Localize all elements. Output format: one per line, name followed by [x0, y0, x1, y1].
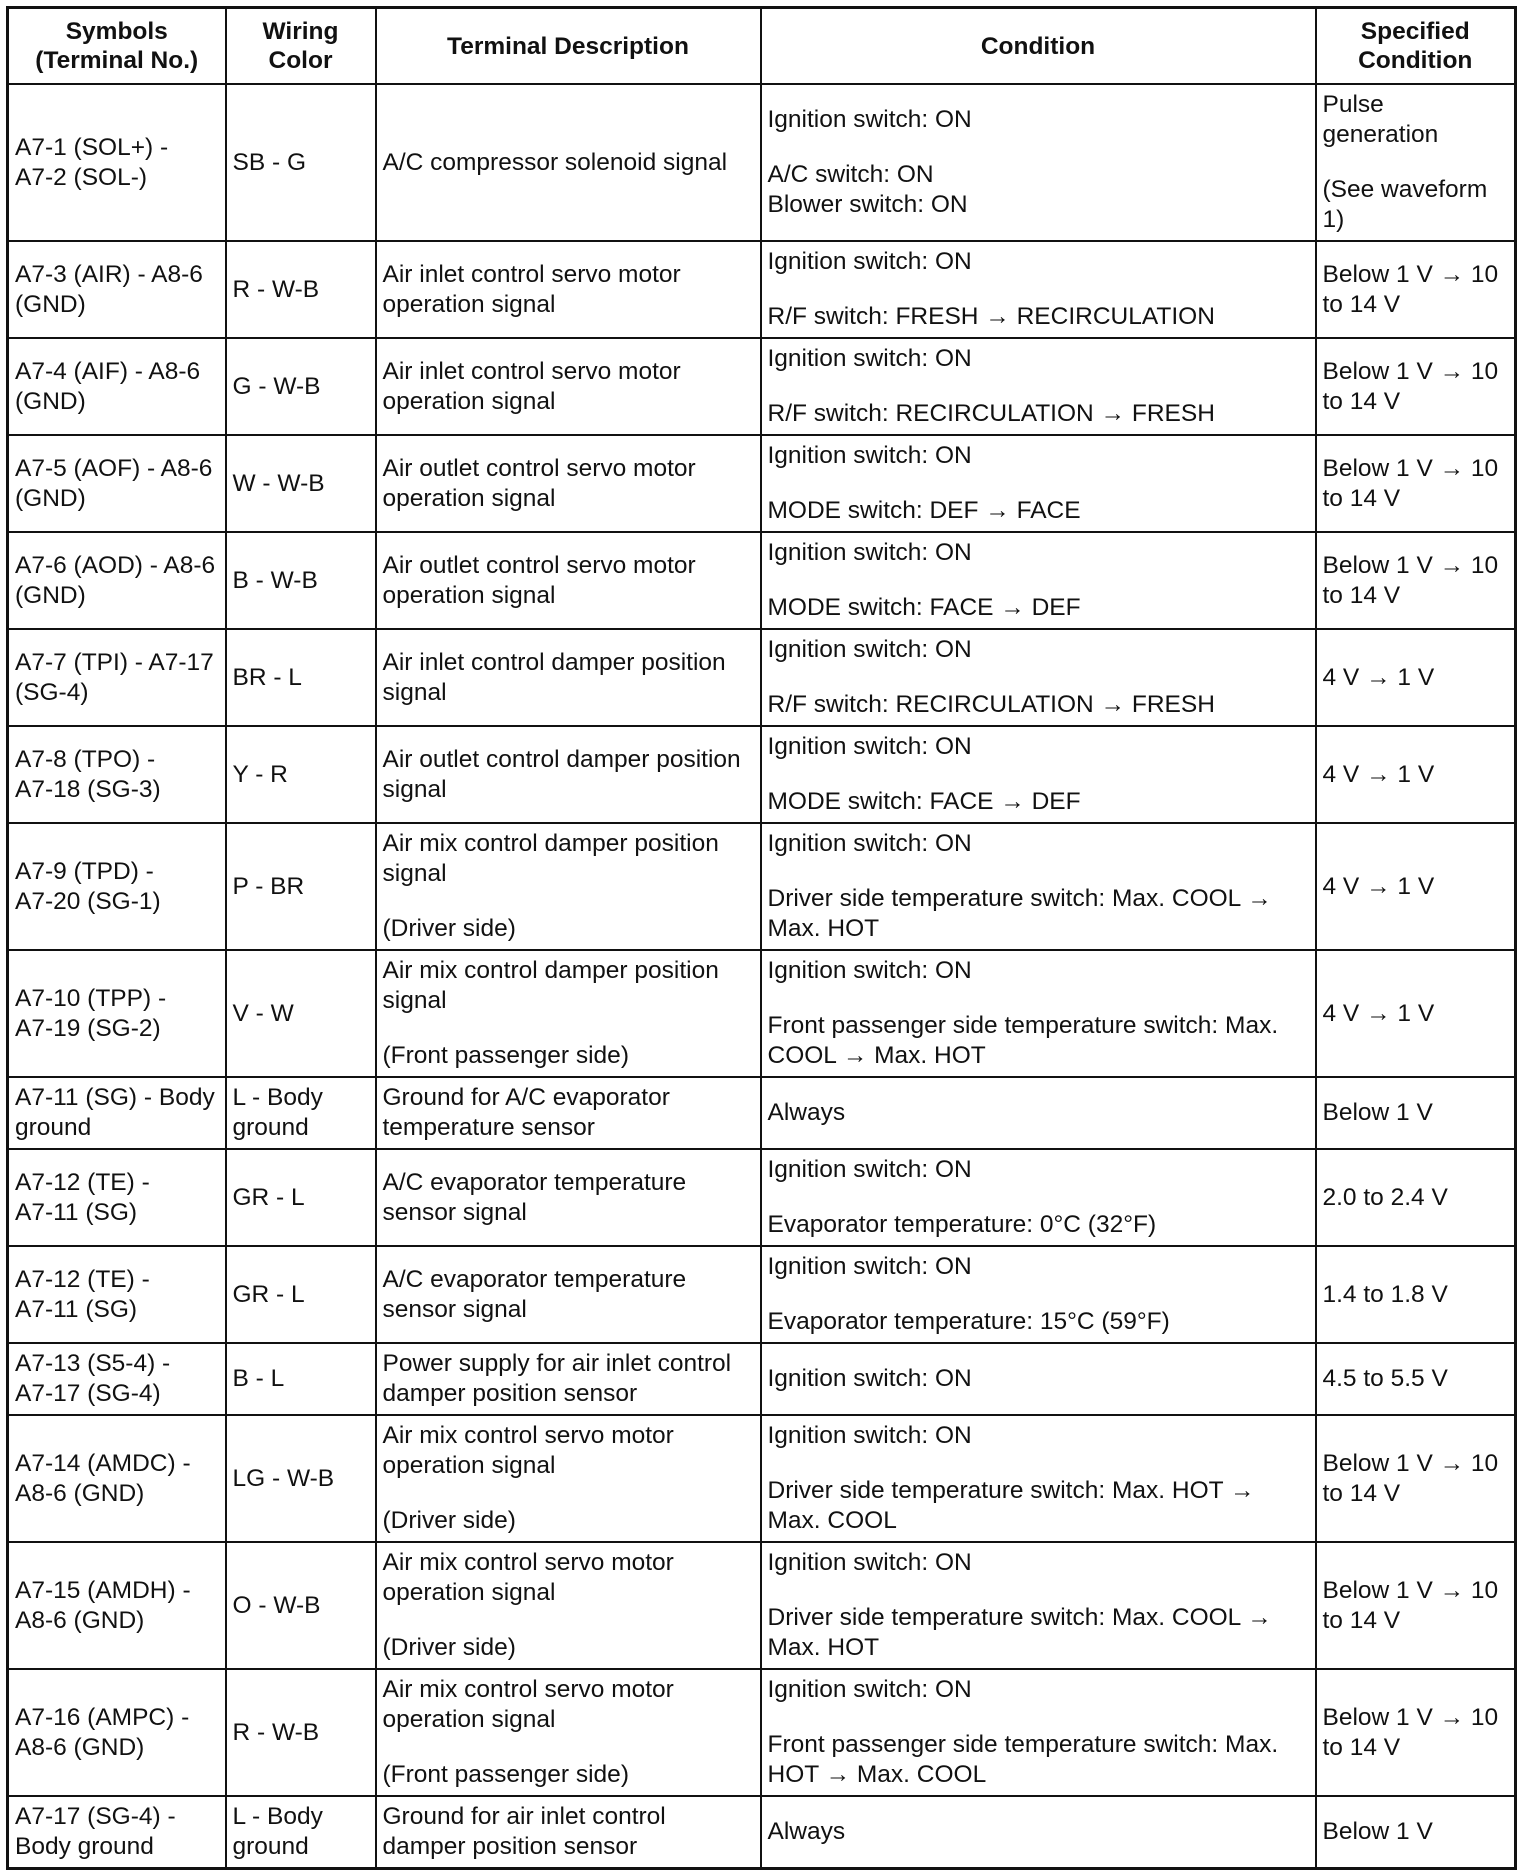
cell-condition-line: COOL → Max. HOT — [767, 1042, 986, 1069]
cell-wiring-color-line: B - W-B — [232, 566, 318, 594]
terminal-table-container — [6, 6, 1517, 1870]
cell-specified-condition — [1316, 84, 1516, 241]
cell-condition-line: Ignition switch: ON — [767, 636, 972, 663]
cell-description — [376, 84, 761, 241]
table-row — [8, 1077, 1516, 1149]
cell-symbol — [8, 823, 226, 950]
cell-wiring-color — [226, 1796, 376, 1868]
cell-symbol-line: A7-12 (TE) - — [15, 1168, 150, 1196]
cell-symbol-line: A7-8 (TPO) - — [15, 745, 156, 773]
cell-wiring-color — [226, 435, 376, 532]
cell-condition-line: Ignition switch: ON — [767, 1422, 972, 1449]
cell-specified-condition-line: 1.4 to 1.8 V — [1322, 1280, 1448, 1308]
cell-symbol — [8, 1796, 226, 1868]
cell-symbol — [8, 1077, 226, 1149]
cell-specified-condition-line: to 14 V — [1322, 387, 1401, 415]
cell-condition — [761, 1796, 1316, 1868]
cell-condition-line: Always — [767, 1099, 846, 1126]
cell-specified-condition-line: Below 1 V — [1322, 1099, 1433, 1126]
cell-specified-condition — [1316, 1669, 1516, 1796]
cell-description — [376, 1246, 761, 1343]
cell-condition-line: Ignition switch: ON — [767, 830, 972, 857]
cell-wiring-color — [226, 629, 376, 726]
cell-wiring-color — [226, 84, 376, 241]
cell-condition — [761, 84, 1316, 241]
cell-wiring-color — [226, 1077, 376, 1149]
cell-symbol-line: A7-6 (AOD) - A8-6 — [15, 551, 216, 579]
cell-symbol-line: A7-11 (SG) — [15, 1198, 138, 1226]
cell-specified-condition-line: generation — [1322, 121, 1439, 148]
cell-description-line: (Driver side) — [382, 915, 516, 942]
cell-description-line: Air outlet control damper position — [382, 745, 741, 773]
cell-condition-line: Evaporator temperature: 0°C (32°F) — [767, 1211, 1157, 1238]
cell-condition — [761, 726, 1316, 823]
cell-wiring-color — [226, 532, 376, 629]
cell-wiring-color — [226, 1542, 376, 1669]
cell-symbol — [8, 629, 226, 726]
cell-symbol — [8, 84, 226, 241]
cell-description-line: Air outlet control servo motor — [382, 454, 696, 482]
cell-symbol-line: (GND) — [15, 387, 86, 415]
cell-description-line: Air mix control servo motor — [382, 1676, 674, 1703]
cell-description-line: Air inlet control servo motor — [382, 260, 681, 288]
cell-specified-condition-line: Below 1 V → 10 — [1322, 1703, 1499, 1731]
cell-wiring-color-line: P - BR — [232, 872, 305, 900]
cell-condition — [761, 1415, 1316, 1542]
table-row — [8, 823, 1516, 950]
cell-specified-condition-line: 1) — [1322, 206, 1345, 233]
cell-symbol — [8, 532, 226, 629]
table-row — [8, 532, 1516, 629]
cell-symbol-line: A7-2 (SOL-) — [15, 163, 148, 191]
cell-wiring-color-line: SB - G — [232, 148, 307, 176]
cell-condition-line: Ignition switch: ON — [767, 539, 972, 566]
cell-description-line: operation signal — [382, 484, 556, 512]
cell-specified-condition — [1316, 1796, 1516, 1868]
cell-description-line: Air outlet control servo motor — [382, 551, 696, 579]
table-row — [8, 1669, 1516, 1796]
cell-specified-condition-line: Below 1 V → 10 — [1322, 1449, 1499, 1477]
cell-symbol-line: A7-4 (AIF) - A8-6 — [15, 357, 201, 385]
cell-description-line: A/C compressor solenoid signal — [382, 148, 728, 176]
cell-symbol-line: A7-15 (AMDH) - — [15, 1576, 191, 1604]
cell-wiring-color-line: R - W-B — [232, 1718, 320, 1746]
cell-symbol-line: A7-11 (SG) - Body — [15, 1084, 215, 1111]
cell-condition-line: R/F switch: RECIRCULATION → FRESH — [767, 400, 1215, 427]
cell-symbol — [8, 241, 226, 338]
cell-condition-line: Front passenger side temperature switch: Max. — [767, 1012, 1279, 1039]
cell-wiring-color-line: O - W-B — [232, 1591, 321, 1619]
cell-wiring-color-line: R - W-B — [232, 275, 320, 303]
cell-wiring-color — [226, 950, 376, 1077]
cell-description-line: operation signal — [382, 1579, 556, 1606]
cell-wiring-color-line: ground — [232, 1114, 309, 1141]
cell-description-line: A/C evaporator temperature — [382, 1265, 687, 1293]
cell-symbol — [8, 1415, 226, 1542]
cell-symbol-line: A7-3 (AIR) - A8-6 — [15, 260, 203, 288]
cell-symbol-line: A8-6 (GND) — [15, 1733, 145, 1761]
cell-description-line: Air mix control damper position — [382, 830, 719, 857]
cell-wiring-color — [226, 1669, 376, 1796]
cell-specified-condition-line: 4 V → 1 V — [1322, 872, 1435, 900]
cell-wiring-color-line: W - W-B — [232, 469, 325, 497]
header-condition: Condition — [761, 8, 1316, 85]
cell-wiring-color-line: V - W — [232, 999, 294, 1027]
cell-description — [376, 1542, 761, 1669]
cell-description-line: A/C evaporator temperature — [382, 1168, 687, 1196]
cell-symbol-line: A7-12 (TE) - — [15, 1265, 150, 1293]
table-body — [8, 84, 1516, 1868]
cell-condition-line: Ignition switch: ON — [767, 733, 972, 760]
cell-symbol-line: A7-1 (SOL+) - — [15, 133, 169, 161]
cell-condition-line: Ignition switch: ON — [767, 106, 972, 133]
cell-specified-condition-line: Below 1 V → 10 — [1322, 260, 1499, 288]
cell-specified-condition — [1316, 1415, 1516, 1542]
cell-wiring-color — [226, 1149, 376, 1246]
cell-wiring-color-line: GR - L — [232, 1280, 305, 1308]
cell-wiring-color — [226, 1246, 376, 1343]
cell-condition-line: Ignition switch: ON — [767, 1676, 972, 1703]
cell-condition-line: Ignition switch: ON — [767, 248, 972, 275]
cell-condition-line: Driver side temperature switch: Max. COOL → — [767, 1604, 1272, 1631]
cell-condition-line: Max. HOT — [767, 1634, 880, 1661]
cell-symbol-line: ground — [15, 1114, 92, 1141]
header-specified-condition: Specified Condition — [1316, 8, 1516, 85]
cell-description-line: operation signal — [382, 1452, 556, 1479]
table-row — [8, 1343, 1516, 1415]
cell-wiring-color — [226, 1343, 376, 1415]
cell-symbol — [8, 1542, 226, 1669]
cell-condition — [761, 435, 1316, 532]
cell-condition — [761, 950, 1316, 1077]
cell-symbol-line: A7-18 (SG-3) — [15, 775, 161, 803]
cell-specified-condition-line: to 14 V — [1322, 1733, 1401, 1761]
cell-description-line: operation signal — [382, 290, 556, 318]
cell-description — [376, 950, 761, 1077]
cell-symbol-line: A7-19 (SG-2) — [15, 1014, 161, 1042]
cell-condition-line: Ignition switch: ON — [767, 957, 972, 984]
cell-specified-condition — [1316, 823, 1516, 950]
cell-description — [376, 532, 761, 629]
cell-specified-condition-line: Below 1 V → 10 — [1322, 551, 1499, 579]
cell-specified-condition-line: 4.5 to 5.5 V — [1322, 1365, 1448, 1392]
cell-symbol — [8, 726, 226, 823]
cell-specified-condition-line: Below 1 V → 10 — [1322, 1576, 1499, 1604]
cell-description-line: signal — [382, 860, 447, 887]
cell-condition — [761, 1669, 1316, 1796]
table-row — [8, 435, 1516, 532]
cell-description-line: operation signal — [382, 581, 556, 609]
cell-specified-condition-line: Below 1 V → 10 — [1322, 357, 1499, 385]
cell-description — [376, 1796, 761, 1868]
cell-specified-condition-line: (See waveform — [1322, 176, 1488, 203]
table-row — [8, 1246, 1516, 1343]
cell-wiring-color-line: G - W-B — [232, 372, 321, 400]
cell-condition-line: Ignition switch: ON — [767, 1365, 972, 1392]
cell-description — [376, 338, 761, 435]
cell-description-line: signal — [382, 775, 447, 803]
cell-condition-line: Ignition switch: ON — [767, 1156, 972, 1183]
cell-symbol-line: A7-7 (TPI) - A7-17 — [15, 648, 214, 676]
cell-symbol-line: A7-16 (AMPC) - — [15, 1703, 190, 1731]
cell-symbol-line: (GND) — [15, 290, 86, 318]
table-row — [8, 241, 1516, 338]
cell-description — [376, 629, 761, 726]
cell-condition — [761, 629, 1316, 726]
cell-wiring-color-line: L - Body — [232, 1802, 323, 1830]
cell-condition-line: R/F switch: RECIRCULATION → FRESH — [767, 691, 1215, 718]
cell-condition — [761, 1343, 1316, 1415]
cell-wiring-color-line: ground — [232, 1832, 309, 1860]
cell-wiring-color-line: GR - L — [232, 1183, 305, 1211]
cell-description-line: damper position sensor — [382, 1380, 638, 1407]
cell-description-line: Air inlet control servo motor — [382, 357, 681, 385]
cell-symbol-line: (GND) — [15, 581, 86, 609]
cell-condition-line: MODE switch: FACE → DEF — [767, 594, 1081, 621]
cell-symbol — [8, 435, 226, 532]
cell-specified-condition — [1316, 726, 1516, 823]
table-row — [8, 629, 1516, 726]
cell-symbol-line: A7-20 (SG-1) — [15, 887, 161, 915]
cell-symbol — [8, 1149, 226, 1246]
cell-description — [376, 1077, 761, 1149]
cell-description-line: Air mix control servo motor — [382, 1549, 674, 1576]
cell-specified-condition-line: Pulse — [1322, 91, 1384, 118]
cell-condition-line: Blower switch: ON — [767, 191, 968, 218]
cell-condition-line: R/F switch: FRESH → RECIRCULATION — [767, 303, 1215, 330]
cell-wiring-color-line: L - Body — [232, 1084, 323, 1111]
table-row — [8, 726, 1516, 823]
table-header-row — [8, 8, 1516, 85]
header-symbols: Symbols (Terminal No.) — [8, 8, 226, 85]
cell-description-line: (Front passenger side) — [382, 1761, 629, 1788]
cell-description-line: damper position sensor — [382, 1832, 638, 1860]
cell-specified-condition-line: Below 1 V → 10 — [1322, 454, 1499, 482]
cell-description — [376, 435, 761, 532]
cell-description-line: (Front passenger side) — [382, 1042, 629, 1069]
cell-description — [376, 241, 761, 338]
cell-symbol-line: A7-13 (S5-4) - — [15, 1350, 171, 1377]
cell-specified-condition — [1316, 1077, 1516, 1149]
cell-description-line: operation signal — [382, 1706, 556, 1733]
cell-symbol-line: A8-6 (GND) — [15, 1479, 145, 1507]
cell-symbol-line: A7-11 (SG) — [15, 1295, 138, 1323]
cell-condition-line: Driver side temperature switch: Max. COOL → — [767, 885, 1272, 912]
cell-description — [376, 1343, 761, 1415]
cell-specified-condition — [1316, 950, 1516, 1077]
cell-specified-condition-line: 2.0 to 2.4 V — [1322, 1183, 1448, 1211]
cell-specified-condition-line: Below 1 V — [1322, 1817, 1433, 1845]
cell-symbol — [8, 338, 226, 435]
cell-symbol-line: A7-5 (AOF) - A8-6 — [15, 454, 213, 482]
cell-condition-line: Ignition switch: ON — [767, 1549, 972, 1576]
table-row — [8, 84, 1516, 241]
cell-symbol — [8, 1343, 226, 1415]
table-row — [8, 950, 1516, 1077]
cell-description-line: Ground for air inlet control — [382, 1802, 666, 1830]
cell-specified-condition — [1316, 629, 1516, 726]
cell-wiring-color — [226, 241, 376, 338]
table-row — [8, 1796, 1516, 1868]
cell-condition — [761, 1149, 1316, 1246]
cell-specified-condition — [1316, 1343, 1516, 1415]
cell-description-line: Power supply for air inlet control — [382, 1350, 732, 1377]
cell-condition-line: Evaporator temperature: 15°C (59°F) — [767, 1308, 1170, 1335]
cell-description-line: Air inlet control damper position — [382, 648, 726, 676]
cell-condition — [761, 532, 1316, 629]
header-wiring-color: Wiring Color — [226, 8, 376, 85]
cell-specified-condition-line: to 14 V — [1322, 1479, 1401, 1507]
cell-wiring-color-line: Y - R — [232, 760, 288, 788]
cell-description — [376, 726, 761, 823]
cell-symbol-line: Body ground — [15, 1832, 154, 1860]
cell-specified-condition — [1316, 241, 1516, 338]
cell-description-line: signal — [382, 678, 447, 706]
cell-condition-line: MODE switch: DEF → FACE — [767, 497, 1081, 524]
terminal-specification-table — [6, 6, 1517, 1870]
cell-symbol — [8, 1246, 226, 1343]
cell-symbol-line: A7-14 (AMDC) - — [15, 1449, 191, 1477]
cell-wiring-color-line: LG - W-B — [232, 1464, 335, 1492]
cell-description-line: Air mix control damper position — [382, 957, 719, 984]
cell-condition-line: Front passenger side temperature switch: Max. — [767, 1731, 1279, 1758]
cell-condition — [761, 1246, 1316, 1343]
header-terminal-description: Terminal Description — [376, 8, 761, 85]
cell-wiring-color — [226, 726, 376, 823]
cell-wiring-color — [226, 823, 376, 950]
cell-condition — [761, 1077, 1316, 1149]
cell-symbol-line: A8-6 (GND) — [15, 1606, 145, 1634]
table-row — [8, 1415, 1516, 1542]
cell-specified-condition — [1316, 1149, 1516, 1246]
cell-condition — [761, 338, 1316, 435]
cell-condition — [761, 1542, 1316, 1669]
cell-symbol-line: A7-17 (SG-4) — [15, 1380, 161, 1407]
cell-condition-line: Max. COOL — [767, 1507, 897, 1534]
cell-wiring-color — [226, 1415, 376, 1542]
cell-description — [376, 823, 761, 950]
cell-symbol-line: (SG-4) — [15, 678, 89, 706]
cell-specified-condition-line: 4 V → 1 V — [1322, 663, 1435, 691]
cell-condition-line: Driver side temperature switch: Max. HOT → — [767, 1477, 1255, 1504]
cell-wiring-color — [226, 338, 376, 435]
cell-wiring-color-line: B - L — [232, 1365, 285, 1392]
cell-condition-line: Always — [767, 1817, 846, 1845]
cell-condition-line: Ignition switch: ON — [767, 442, 972, 469]
cell-condition-line: HOT → Max. COOL — [767, 1761, 987, 1788]
cell-description — [376, 1415, 761, 1542]
cell-condition-line: A/C switch: ON — [767, 161, 934, 188]
cell-description-line: (Driver side) — [382, 1507, 516, 1534]
cell-condition-line: Max. HOT — [767, 915, 880, 942]
table-row — [8, 1542, 1516, 1669]
cell-specified-condition — [1316, 532, 1516, 629]
cell-condition-line: Ignition switch: ON — [767, 345, 972, 372]
cell-specified-condition — [1316, 338, 1516, 435]
cell-symbol-line: A7-9 (TPD) - — [15, 857, 154, 885]
cell-description — [376, 1149, 761, 1246]
cell-description — [376, 1669, 761, 1796]
cell-description-line: sensor signal — [382, 1295, 527, 1323]
cell-specified-condition — [1316, 1542, 1516, 1669]
cell-condition-line: MODE switch: FACE → DEF — [767, 788, 1081, 815]
cell-specified-condition — [1316, 1246, 1516, 1343]
cell-specified-condition-line: to 14 V — [1322, 1606, 1401, 1634]
cell-symbol-line: (GND) — [15, 484, 86, 512]
cell-description-line: temperature sensor — [382, 1114, 595, 1141]
cell-description-line: operation signal — [382, 387, 556, 415]
cell-symbol — [8, 1669, 226, 1796]
cell-description-line: (Driver side) — [382, 1634, 516, 1661]
cell-description-line: sensor signal — [382, 1198, 527, 1226]
cell-description-line: Ground for A/C evaporator — [382, 1084, 670, 1111]
cell-condition — [761, 823, 1316, 950]
cell-specified-condition-line: to 14 V — [1322, 484, 1401, 512]
cell-condition — [761, 241, 1316, 338]
cell-specified-condition-line: 4 V → 1 V — [1322, 760, 1435, 788]
cell-specified-condition-line: to 14 V — [1322, 290, 1401, 318]
cell-symbol — [8, 950, 226, 1077]
cell-specified-condition — [1316, 435, 1516, 532]
table-row — [8, 1149, 1516, 1246]
cell-symbol-line: A7-17 (SG-4) - — [15, 1802, 176, 1830]
cell-wiring-color-line: BR - L — [232, 663, 302, 691]
cell-description-line: Air mix control servo motor — [382, 1422, 674, 1449]
cell-specified-condition-line: to 14 V — [1322, 581, 1401, 609]
cell-description-line: signal — [382, 987, 447, 1014]
cell-specified-condition-line: 4 V → 1 V — [1322, 999, 1435, 1027]
cell-condition-line: Ignition switch: ON — [767, 1253, 972, 1280]
table-row — [8, 338, 1516, 435]
cell-symbol-line: A7-10 (TPP) - — [15, 984, 167, 1012]
